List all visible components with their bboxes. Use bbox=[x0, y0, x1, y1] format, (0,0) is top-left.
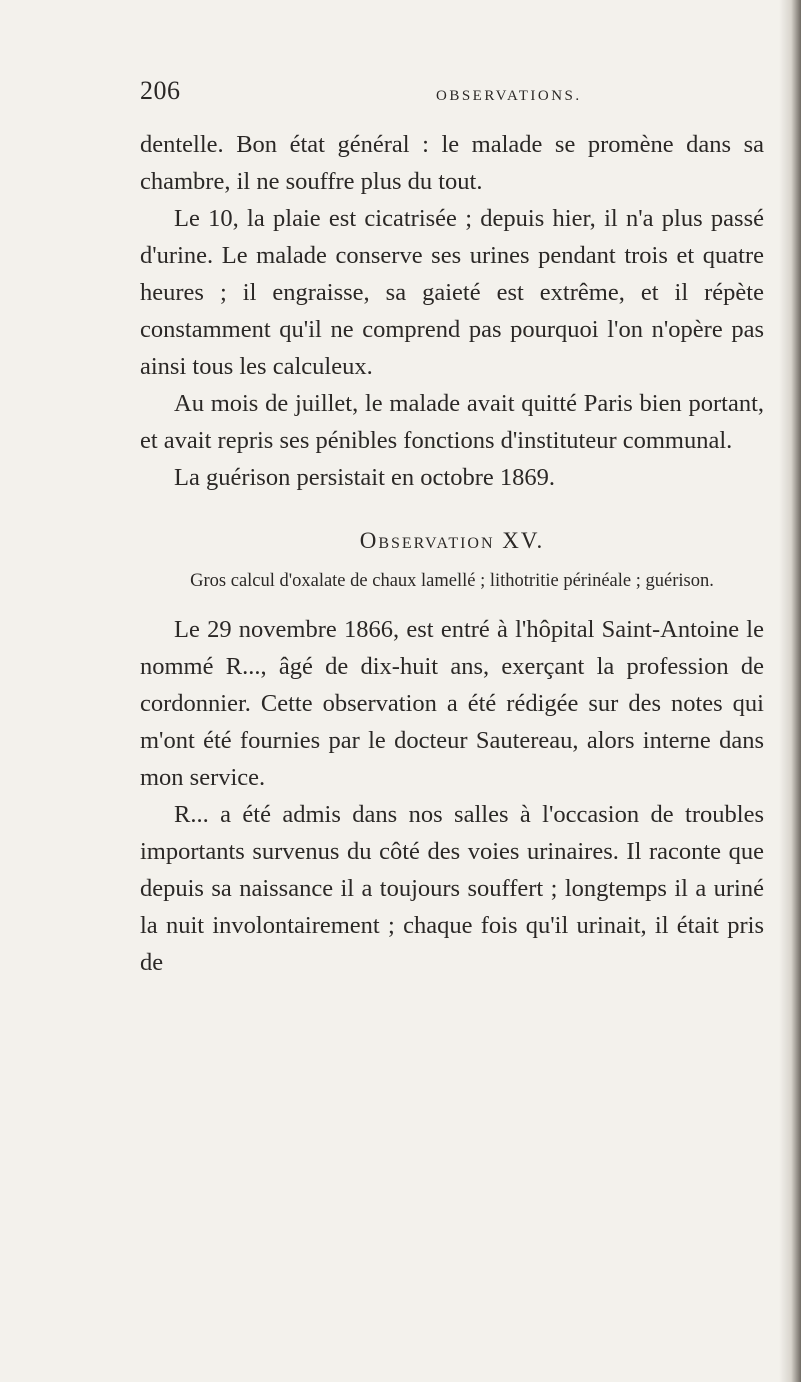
running-head bbox=[140, 76, 740, 116]
paragraph: La guérison persistait en octobre 1869. bbox=[174, 464, 556, 491]
section-title: Observation XV. bbox=[359, 528, 545, 553]
paragraph: dentelle. Bon état général : le malade se promène dans sa chambre, il ne souffre plus du tout. bbox=[140, 131, 764, 195]
paragraph: R... a été admis dans nos salles à l'occasion de troubles importants survenus du côté des voies urinaires. Il raconte que depuis sa naissance il a toujours souffert ; longtemps il a uriné la nuit involontairement ; chaque fois qu'il urinait, il était pris de bbox=[140, 801, 764, 976]
spacer bbox=[140, 595, 764, 611]
page-number: 206 bbox=[140, 76, 181, 105]
header-title: OBSERVATIONS. bbox=[436, 88, 582, 104]
body-text bbox=[140, 126, 764, 981]
page-edge-shadow bbox=[779, 0, 801, 1382]
paragraph: Au mois de juillet, le malade avait quitté Paris bien portant, et avait repris ses pénibles fonctions d'instituteur communal. bbox=[140, 390, 764, 454]
section-subtitle: Gros calcul d'oxalate de chaux lamellé ; lithotritie périnéale ; guérison. bbox=[190, 571, 714, 591]
paragraph: Le 10, la plaie est cicatrisée ; depuis hier, il n'a plus passé d'urine. Le malade conserve ses urines pendant trois et quatre heures ; il engraisse, sa gaieté est extrême, et il répète constamment qu'il ne comprend pas pourquoi l'on n'opère pas ainsi tous les calculeux. bbox=[140, 205, 764, 380]
paragraph: Le 29 novembre 1866, est entré à l'hôpital Saint-Antoine le nommé R..., âgé de dix-huit ans, exerçant la profession de cordonnier. Cette observation a été rédigée sur des notes qui m'ont été fournies par le docteur Sautereau, alors interne dans mon service. bbox=[140, 616, 764, 791]
